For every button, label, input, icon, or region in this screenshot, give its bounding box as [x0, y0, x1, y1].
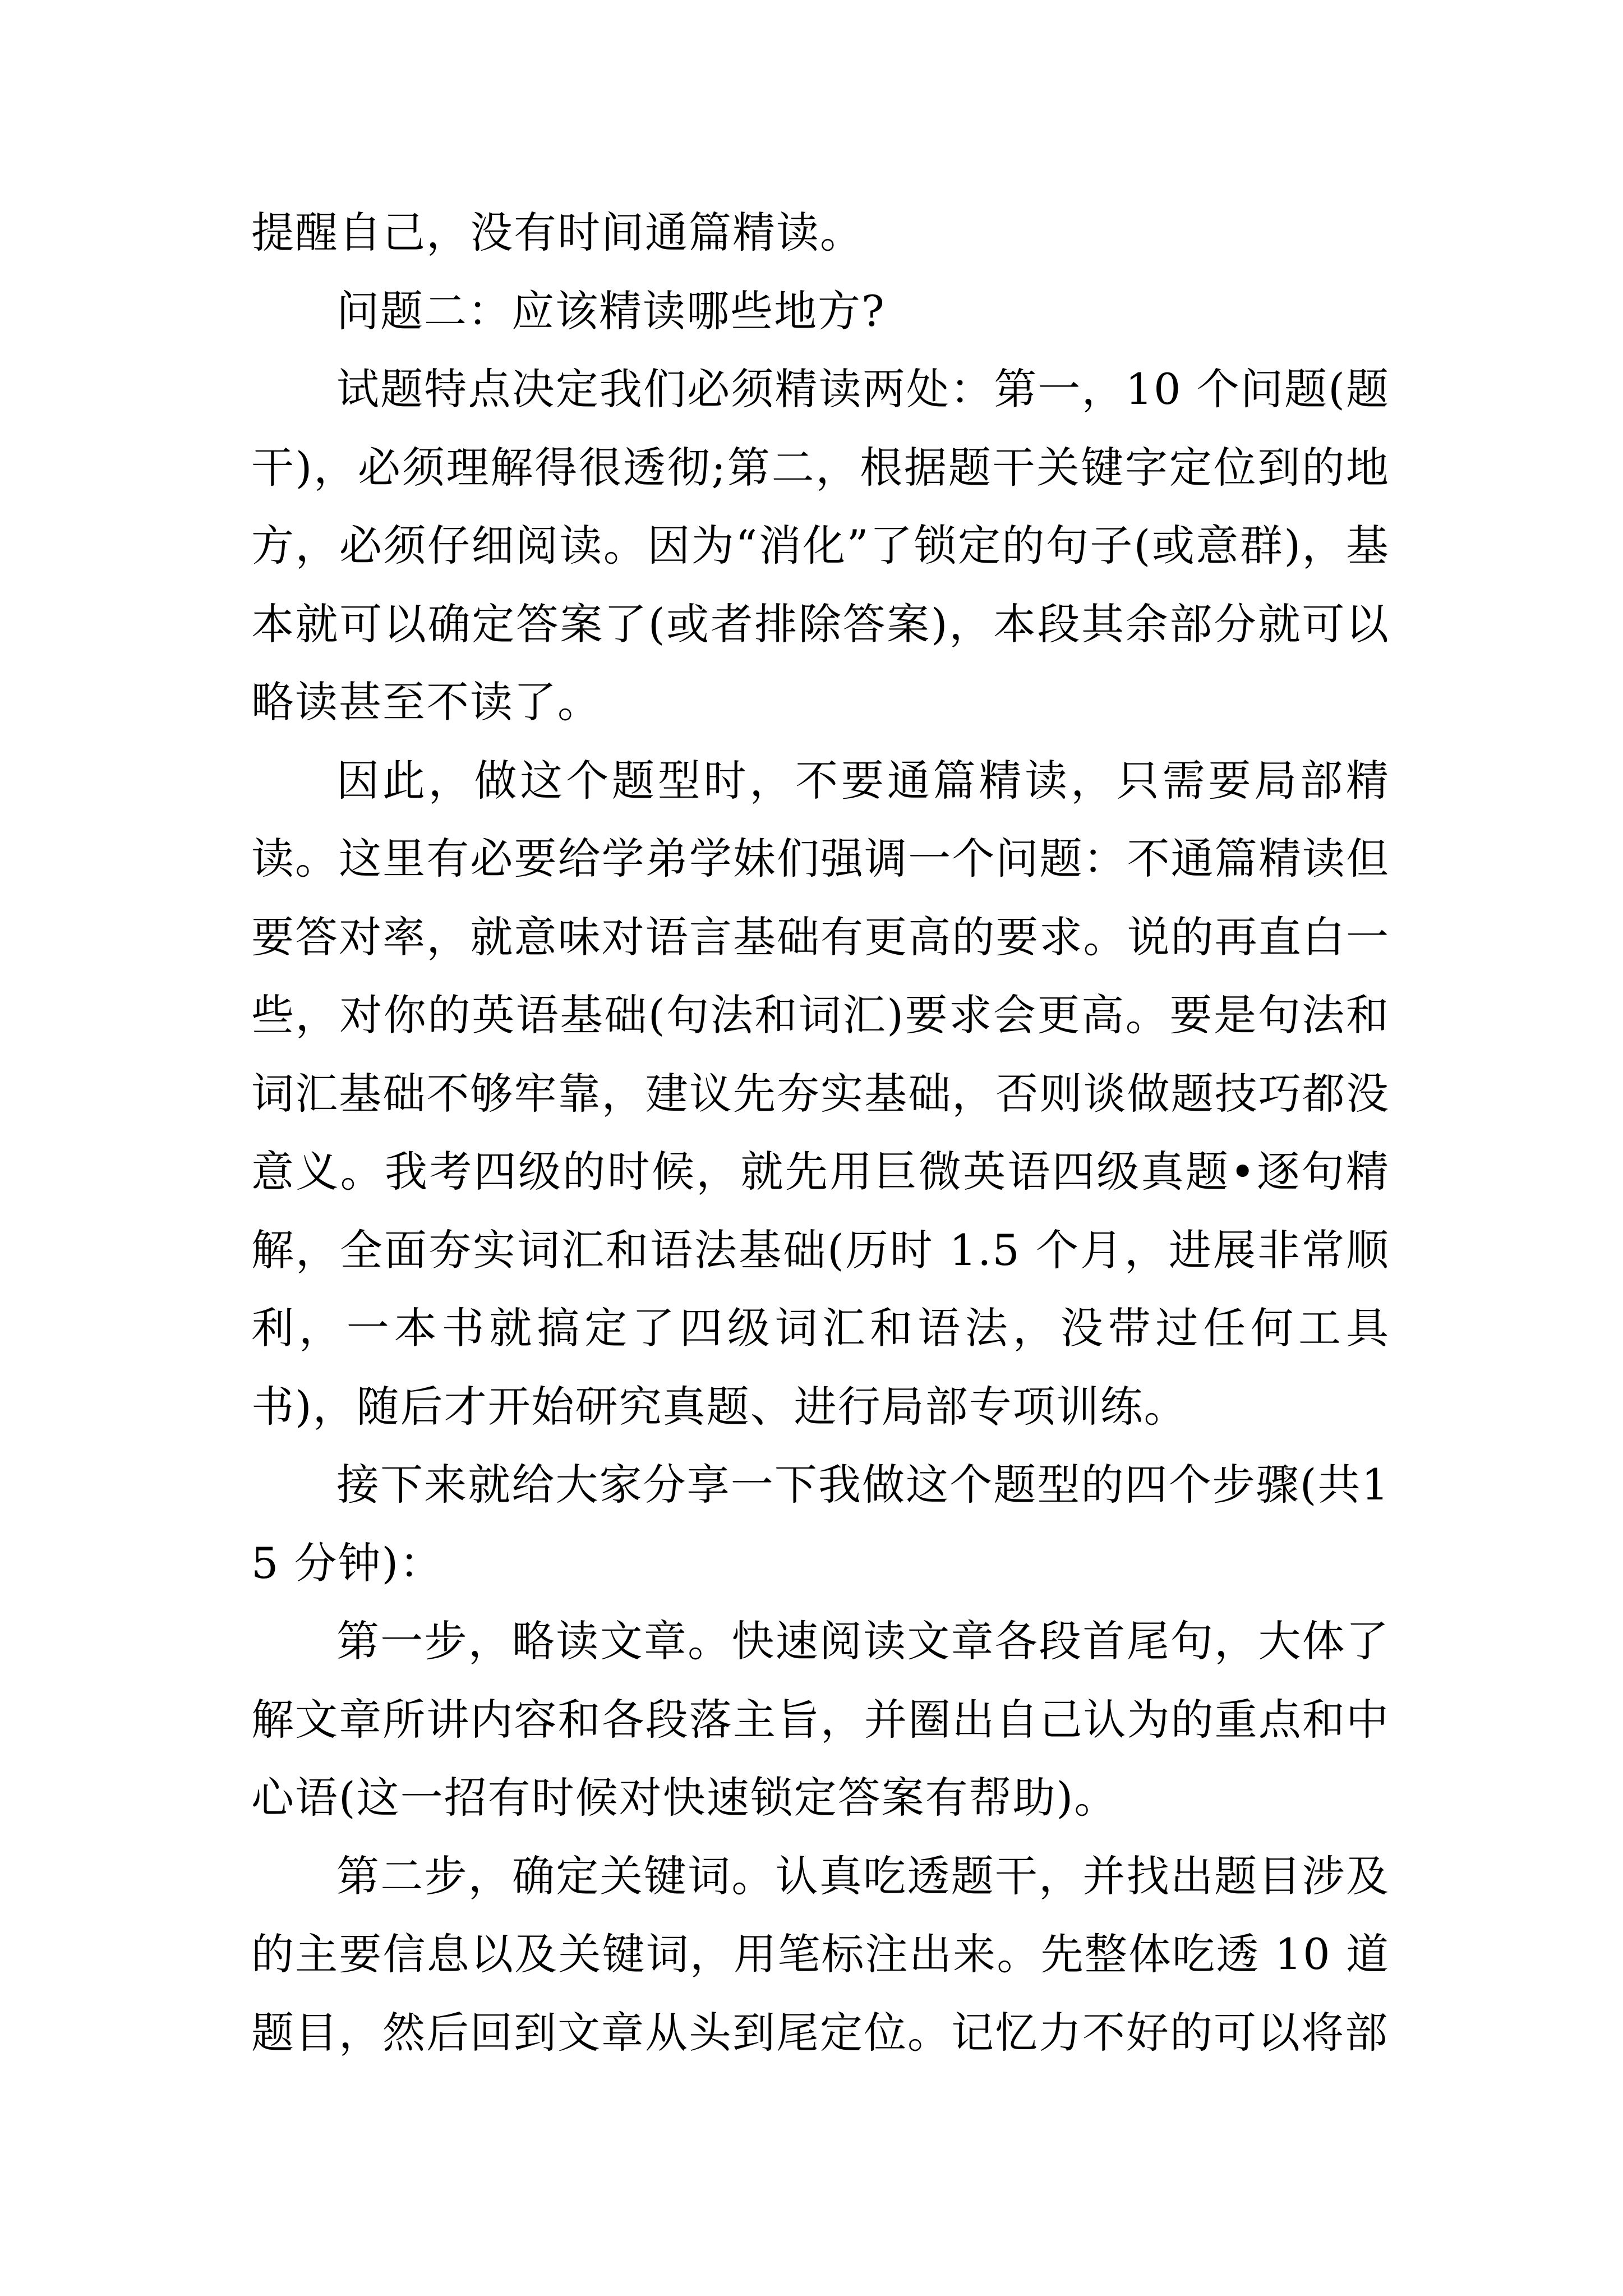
paragraph-step-one: 第一步，略读文章。快速阅读文章各段首尾句，大体了解文章所讲内容和各段落主旨，并圈出自己认为的重点和中心语(这一招有时候对快速锁定答案有帮助)。: [251, 1616, 1390, 1823]
document-body: [251, 194, 1390, 2072]
paragraph-step-two: 第二步，确定关键词。认真吃透题干，并找出题目涉及的主要信息以及关键词，用笔标注出来。先整体吃透 10 道题目，然后回到文章从头到尾定位。记忆力不好的可以将部: [251, 1851, 1390, 2058]
paragraph-four-steps-intro: 接下来就给大家分享一下我做这个题型的四个步骤(共15 分钟)：: [251, 1460, 1390, 1588]
paragraph-question-two: 问题二：应该精读哪些地方?: [336, 286, 886, 336]
paragraph-local-reading: 因此，做这个题型时，不要通篇精读，只需要局部精读。这里有必要给学弟学妹们强调一个问题：不通篇精读但要答对率，就意味对语言基础有更高的要求。说的再直白一些，对你的英语基础(句法和词汇)要求会更高。要是句法和词汇基础不够牢靠，建议先夯实基础，否则谈做题技巧都没意义。我考四级的时候，就先用巨微英语四级真题•逐句精解，全面夯实词汇和语法基础(历时 1.5 个月，进展非常顺利，一本书就搞定了四级词汇和语法，没带过任何工具书)，随后才开始研究真题、进行局部专项训练。: [251, 755, 1390, 1432]
paragraph-intensive-reading: 试题特点决定我们必须精读两处：第一，10 个问题(题干)，必须理解得很透彻;第二，根据题干关键字定位到的地方，必须仔细阅读。因为“消化”了锁定的句子(或意群)，基本就可以确定答案了(或者排除答案)，本段其余部分就可以略读甚至不读了。: [251, 364, 1390, 727]
paragraph-continuation: 提醒自己，没有时间通篇精读。: [251, 208, 864, 257]
